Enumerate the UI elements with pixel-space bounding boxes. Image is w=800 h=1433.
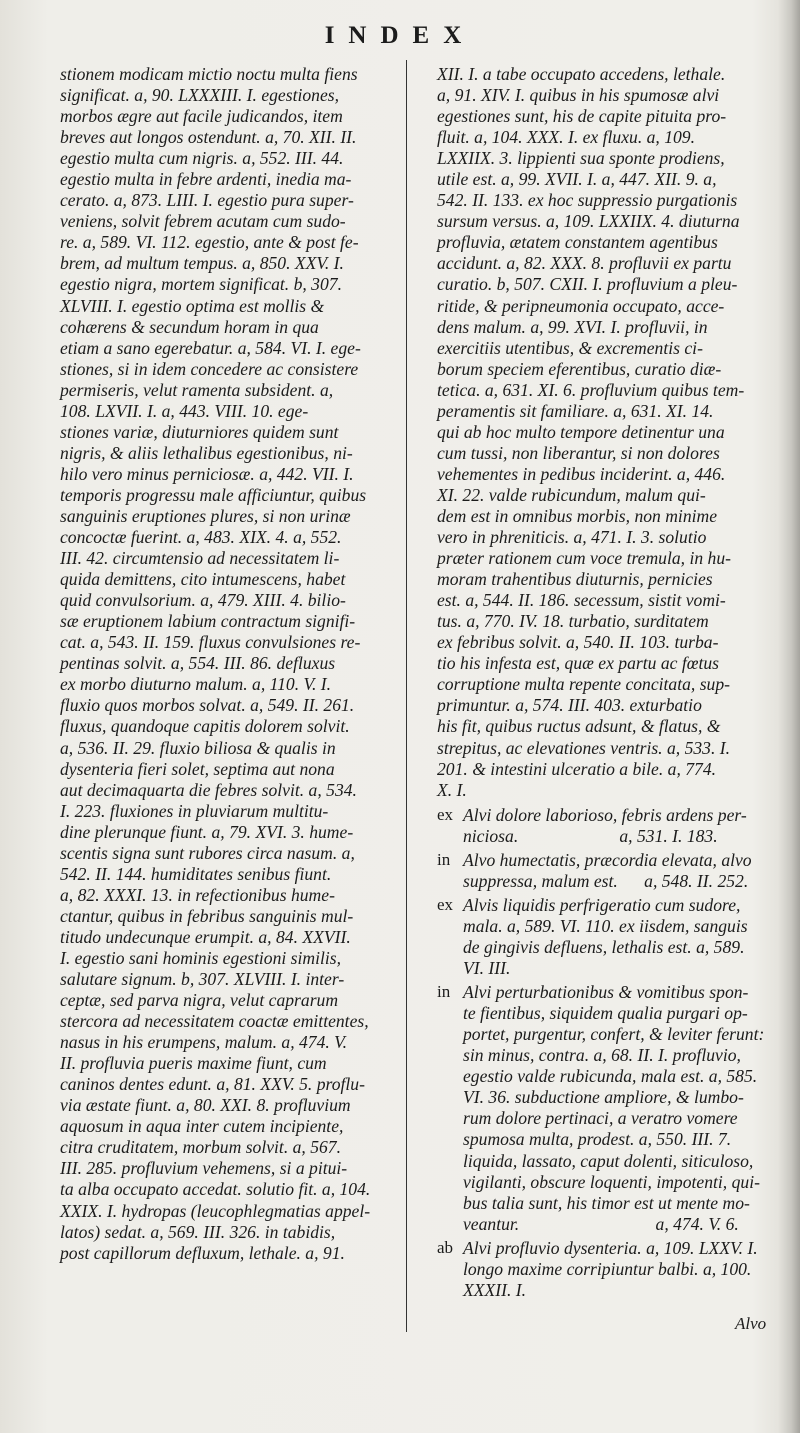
text-line: dens malum. a, 99. XVI. I. profluvii, in <box>437 316 708 337</box>
text-line: moram trahentibus diuturnis, pernicies <box>437 569 713 590</box>
text-line: Alvis liquidis perfrigeratio cum sudore, <box>463 894 741 915</box>
text-line: niciosa. a, 531. I. 183. <box>463 825 718 846</box>
text-line: brem, ad multum tempus. a, 850. XXV. I. <box>60 253 344 274</box>
text-line: est. a, 544. II. 186. secessum, sistit vomi- <box>437 590 726 611</box>
text-line: latos) sedat. a, 569. III. 326. in tabidis, <box>60 1221 336 1242</box>
text-line: LXXIIX. 3. lippienti sua sponte prodiens, <box>437 148 725 169</box>
text-line: nasus in his erumpens, malum. a, 474. V. <box>60 1032 348 1053</box>
text-line: 542. II. 133. ex hoc suppressio purgationis <box>437 190 738 211</box>
text-line: ta alba occupato accedat. solutio fit. a, 104. <box>60 1179 371 1200</box>
text-line: ctantur, quibus in febribus sanguinis mul- <box>60 905 354 926</box>
text-line: aquosum in aqua inter cutem incipiente, <box>60 1116 344 1137</box>
text-line: utile est. a, 99. XVII. I. a, 447. XII. 9. a, <box>437 169 717 190</box>
text-line: primuntur. a, 574. III. 403. exturbatio <box>437 695 702 716</box>
text-line: temporis progressu male afficiuntur, quibus <box>60 484 367 505</box>
text-line: liquida, lassato, caput dolenti, siticuloso, <box>463 1150 754 1171</box>
text-line: a, 536. II. 29. fluxio biliosa & qualis in <box>60 737 336 758</box>
text-line: fluit. a, 104. XXX. I. ex fluxu. a, 109. <box>437 127 695 148</box>
text-line: ritide, & peripneumonia occupato, acce- <box>437 295 725 316</box>
text-line: fluxus, quandoque capitis dolorem solvit. <box>60 716 350 737</box>
text-line: peramentis sit familiare. a, 631. XI. 14. <box>437 400 714 421</box>
text-line: strepitus, ac elevationes ventris. a, 533. I. <box>437 737 731 758</box>
text-line: tus. a, 770. IV. 18. turbatio, surditatem <box>437 611 709 632</box>
text-line: te fientibus, siquidem qualia purgari op- <box>463 1003 748 1024</box>
entry-prefix: in <box>437 982 451 1002</box>
text-line: egestiones sunt, his de capite pituita pro- <box>437 106 727 127</box>
text-line: cohærens & secundum horam in qua <box>60 316 319 337</box>
entry-text <box>463 1238 773 1301</box>
text-line: III. 285. profluvium vehemens, si a pitui- <box>60 1158 348 1179</box>
text-line: sanguinis eruptiones plures, si non urinæ <box>60 505 351 526</box>
text-line: XII. I. a tabe occupato accedens, lethale. <box>437 64 726 84</box>
column-divider <box>406 60 407 1332</box>
text-line: via æstate fiunt. a, 80. XXI. 8. profluvium <box>60 1095 351 1116</box>
text-line: borum speciem eferentibus, curatio diæ- <box>437 358 722 379</box>
catchword: Alvo <box>735 1314 767 1333</box>
text-line: aut decimaquarta die febres solvit. a, 534. <box>60 779 357 800</box>
text-line: XXIX. I. hydropas (leucophlegmatias appel- <box>60 1200 371 1221</box>
text-line: 108. LXVII. I. a, 443. VIII. 10. ege- <box>60 400 309 421</box>
text-line: pentinas solvit. a, 554. III. 86. defluxus <box>60 653 336 674</box>
page-header: INDEX <box>324 22 476 49</box>
text-line: significat. a, 90. LXXXIII. I. egestiones, <box>60 85 340 106</box>
text-line: stiones variæ, diuturniores quidem sunt <box>60 421 339 442</box>
right-column <box>437 64 773 801</box>
text-line: VI. III. <box>463 958 511 979</box>
entry-text <box>463 895 773 979</box>
text-line: titudo undecunque erumpit. a, 84. XXVII. <box>60 926 351 947</box>
text-line: ceptæ, sed parva nigra, velut caprarum <box>60 990 339 1011</box>
text-line: morbos ægre aut facile judicandos, item <box>60 106 343 127</box>
entry-prefix: in <box>437 849 451 869</box>
text-line: vero in phreniticis. a, 471. I. 3. solutio <box>437 527 707 548</box>
text-line: cerato. a, 873. LIII. I. egestio pura super- <box>60 190 354 211</box>
text-line: hilo vero minus perniciosæ. a, 442. VII. I. <box>60 463 354 484</box>
text-line: XI. 22. valde rubicundum, malum qui- <box>437 484 706 505</box>
text-line: egestio valde rubicunda, mala est. a, 585. <box>463 1066 758 1087</box>
text-line: Alvi profluvio dysenteria. a, 109. LXXV. I. <box>463 1237 758 1258</box>
text-line: re. a, 589. VI. 112. egestio, ante & post fe- <box>60 232 359 253</box>
text-line: cat. a, 543. II. 159. fluxus convulsiones re- <box>60 632 361 653</box>
text-line: qui ab hoc multo tempore detinentur una <box>437 421 725 442</box>
entry-text <box>463 805 773 847</box>
text-line: de gingivis defluens, lethalis est. a, 589. <box>463 937 745 958</box>
text-line: I. egestio sani hominis egestioni similis, <box>60 947 342 968</box>
text-line: corruptione multa repente concitata, sup- <box>437 674 731 695</box>
text-line: ex febribus solvit. a, 540. II. 103. turba- <box>437 632 719 653</box>
text-line: dem est in omnibus morbis, non minime <box>437 505 718 526</box>
text-line: X. I. <box>437 779 467 800</box>
text-line: II. profluvia pueris maxime fiunt, cum <box>60 1053 327 1074</box>
text-line: nigris, & aliis lethalibus egestionibus, ni- <box>60 442 353 463</box>
entry-text <box>463 850 773 892</box>
text-line: concoctæ fuerint. a, 483. XIX. 4. a, 552. <box>60 527 342 548</box>
text-line: Alvi dolore laborioso, febris ardens per- <box>463 804 747 825</box>
text-line: a, 82. XXXI. 13. in refectionibus hume- <box>60 884 335 905</box>
text-line: sæ eruptionem labium contractum signifi- <box>60 611 356 632</box>
entry-text <box>463 982 773 1235</box>
text-line: VI. 36. subductione ampliore, & lumbo- <box>463 1087 744 1108</box>
text-line: I. 223. fluxiones in pluviarum multitu- <box>60 800 329 821</box>
text-line: 201. & intestini ulceratio a bile. a, 774. <box>437 758 717 779</box>
text-line: egestio multa in febre ardenti, inedia ma- <box>60 169 352 190</box>
text-line: cum tussi, non liberantur, si non dolores <box>437 442 720 463</box>
text-line: dine plerunque fiunt. a, 79. XVI. 3. hume- <box>60 821 354 842</box>
text-line: etiam a sano egerebatur. a, 584. VI. I. ege- <box>60 337 361 358</box>
text-line: vigilanti, obscure loquenti, impotenti, qui- <box>463 1171 760 1192</box>
text-line: fluxio quos morbos solvat. a, 549. II. 261. <box>60 695 355 716</box>
text-line: citra cruditatem, morbum solvit. a, 567. <box>60 1137 341 1158</box>
entry-prefix: ex <box>437 894 454 914</box>
text-line: mala. a, 589. VI. 110. ex iisdem, sanguis <box>463 915 748 936</box>
text-line: Alvi perturbationibus & vomitibus spon- <box>463 982 749 1003</box>
text-line: breves aut longos ostendunt. a, 70. XII. II. <box>60 127 357 148</box>
text-line: curatio. b, 507. CXII. I. profluvium a pleu- <box>437 274 738 295</box>
page-edge-shadow <box>778 0 800 1433</box>
text-line: a, 91. XIV. I. quibus in his spumosæ alvi <box>437 85 720 106</box>
text-line: his fit, quibus ructus adsunt, & flatus, & <box>437 716 721 737</box>
text-line: ex morbo diuturno malum. a, 110. V. I. <box>60 674 332 695</box>
text-line: caninos dentes edunt. a, 81. XXV. 5. proflu- <box>60 1074 365 1095</box>
entry-prefix: ab <box>437 1237 454 1257</box>
text-line: tetica. a, 631. XI. 6. profluvium quibus tem- <box>437 379 745 400</box>
text-line: quida demittens, cito intumescens, habet <box>60 569 346 590</box>
text-line: bus talia sunt, his timor est ut mente mo- <box>463 1192 750 1213</box>
text-line: egestio nigra, mortem significat. b, 307. <box>60 274 342 295</box>
text-line: sursum versus. a, 109. LXXIIX. 4. diuturna <box>437 211 740 232</box>
text-line: quid convulsorium. a, 479. XIII. 4. bilio- <box>60 590 346 611</box>
text-line: tio his infesta est, quæ ex partu ac fœtus <box>437 653 719 674</box>
entry-prefix: ex <box>437 804 454 824</box>
text-line: longo maxime corripiuntur balbi. a, 100. <box>463 1258 752 1279</box>
text-line: vehementes in pedibus inciderint. a, 446. <box>437 463 726 484</box>
text-line: suppressa, malum est. a, 548. II. 252. <box>463 870 749 891</box>
text-line: profluvia, ætatem constantem agentibus <box>437 232 718 253</box>
text-line: veniens, solvit febrem acutam cum sudo- <box>60 211 346 232</box>
text-line: stiones, si in idem concedere ac consistere <box>60 358 359 379</box>
text-line: scentis signa sunt rubores circa nasum. a, <box>60 842 355 863</box>
text-line: stercora ad necessitatem coactæ emittentes, <box>60 1011 369 1032</box>
text-line: veantur. a, 474. V. 6. <box>463 1213 739 1234</box>
text-line: XLVIII. I. egestio optima est mollis & <box>60 295 325 316</box>
text-line: stionem modicam mictio noctu multa fiens <box>60 64 358 84</box>
text-line: 542. II. 144. humiditates senibus fiunt. <box>60 863 332 884</box>
text-line: salutare signum. b, 307. XLVIII. I. inter- <box>60 969 345 990</box>
text-line: accidunt. a, 82. XXX. 8. profluvii ex partu <box>437 253 732 274</box>
text-line: portet, purgentur, confert, & leviter ferunt: <box>463 1024 765 1045</box>
text-line: dysenteria fieri solet, septima aut nona <box>60 758 335 779</box>
text-line: Alvo humectatis, præcordia elevata, alvo <box>463 849 752 870</box>
text-line: sin minus, contra. a, 68. II. I. profluvio, <box>463 1045 741 1066</box>
text-line: XXXII. I. <box>463 1279 527 1300</box>
text-line: permiseris, velut ramenta subsident. a, <box>60 379 334 400</box>
text-line: III. 42. circumtensio ad necessitatem li- <box>60 548 340 569</box>
text-line: exercitiis utentibus, & excrementis ci- <box>437 337 703 358</box>
text-line: egestio multa cum nigris. a, 552. III. 44. <box>60 148 344 169</box>
text-line: post capillorum defluxum, lethale. a, 91. <box>60 1242 345 1263</box>
text-line: præter rationem cum voce tremula, in hu- <box>437 548 731 569</box>
left-column <box>60 64 398 1264</box>
text-line: rum dolore pertinaci, a veratro vomere <box>463 1108 738 1129</box>
text-line: spumosa multa, prodest. a, 550. III. 7. <box>463 1129 732 1150</box>
